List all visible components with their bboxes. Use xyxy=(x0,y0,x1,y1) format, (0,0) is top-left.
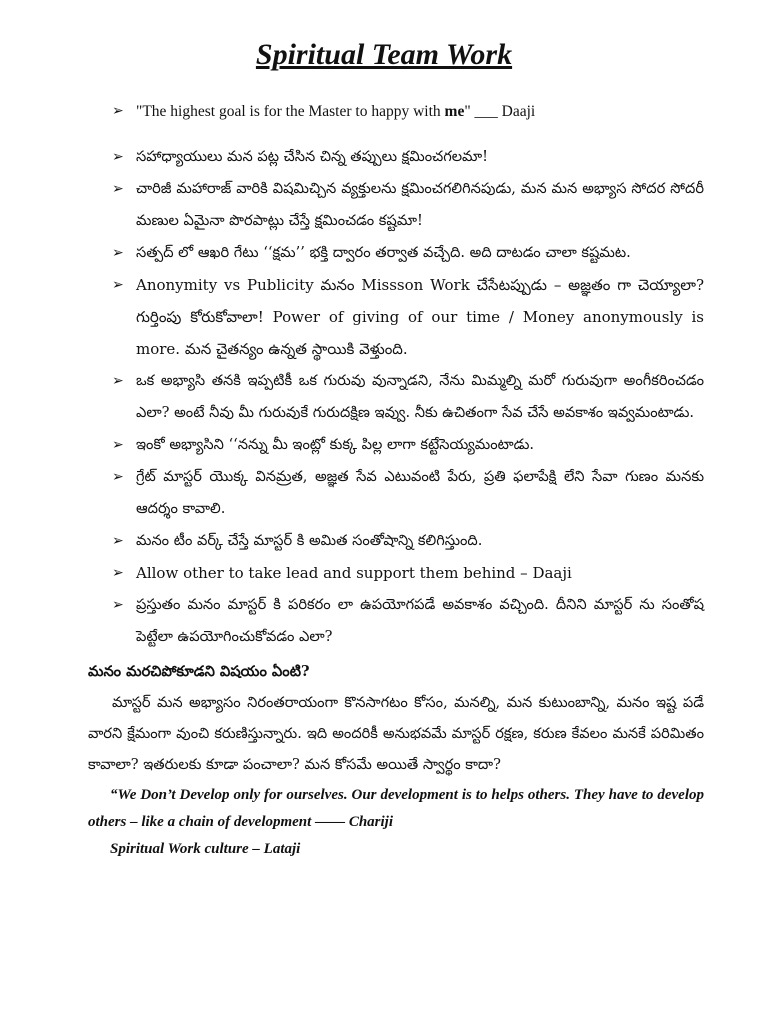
list-item xyxy=(112,589,704,653)
daaji-quote-attribution: " ___ Daaji xyxy=(464,103,536,120)
list-item xyxy=(112,429,704,461)
bullet-text: సత్పద్ లో ఆఖరి గేటు ‘‘క్షమ’’ భక్తి ద్వారం తర్వాత వచ్చేది. అది దాటడం చాలా కష్టమట. xyxy=(136,244,631,261)
bullet-text: మనం టీం వర్క్ చేస్తే మాస్టర్ కి అమిత సంతోషాన్ని కలిగిస్తుంది. xyxy=(136,532,483,549)
bullet-text: ప్రస్తుతం మనం మాస్టర్ కి పరికరం లా ఉపయోగపడే అవకాశం వచ్చింది. దీనిని మాస్టర్ ను సంతోష పెట్టేలా ఉపయోగించుకోవడం ఎలా? xyxy=(136,596,704,645)
bullet-text: సహాధ్యాయులు మన పట్ల చేసిన చిన్న తప్పులు క్షమించగలమా! xyxy=(136,148,489,165)
closing-section xyxy=(88,657,704,862)
arrow-bullet-icon: ➢ xyxy=(112,181,124,197)
daaji-quote-text: "The highest goal is for the Master to happy with xyxy=(136,103,445,120)
daaji-quote-emphasis: me xyxy=(444,103,465,120)
list-item xyxy=(112,269,704,365)
arrow-bullet-icon: ➢ xyxy=(112,469,124,485)
page-title: Spiritual Team Work xyxy=(255,38,513,71)
arrow-bullet-icon: ➢ xyxy=(112,533,124,549)
list-item xyxy=(112,365,704,429)
list-item xyxy=(112,173,704,237)
bullet-text: Allow other to take lead and support them behind – Daaji xyxy=(136,564,572,582)
arrow-bullet-icon: ➢ xyxy=(112,565,124,581)
arrow-bullet-icon: ➢ xyxy=(112,373,124,389)
arrow-bullet-icon: ➢ xyxy=(112,437,124,453)
arrow-bullet-icon: ➢ xyxy=(112,597,124,613)
list-item xyxy=(112,557,704,589)
list-item xyxy=(112,237,704,269)
arrow-bullet-icon: ➢ xyxy=(112,277,124,293)
chariji-quote: “We Don’t Develop only for ourselves. Our development is to helps others. They have to develop others – like a chain of development –––– Chariji xyxy=(88,787,704,830)
bullet-text: ఇంకో అభ్యాసిని ‘‘నన్ను మీ ఇంట్లో కుక్క పిల్ల లాగా కట్టేసెయ్యమంటాడు. xyxy=(136,436,535,453)
body-paragraph: మాస్టర్ మన అభ్యాసం నిరంతరాయంగా కొనసాగటం కోసం, మనల్ని, మన కుటుంబాన్ని, మనం ఇష్ట పడే వారని క్షేమంగా వుంచి కరుణిస్తున్నారు. ఇది అందరికీ అనుభవమే మాస్టర్ రక్షణ, కరుణ కేవలం మనకే పరిమితం కావాలా? ఇతరులకు కూడా పంచాలా? మన కోసమే అయితే స్వార్థం కాదా? xyxy=(88,694,704,773)
bullet-text: ఒక అభ్యాసి తనకి ఇప్పటికీ ఒక గురువు వున్నాడని, నేను మిమ్మల్ని మరో గురువుగా అంగీకరించడం ఎలా? అంటే నీవు మీ గురువుకే గురుదక్షిణ ఇవ్వు. నీకు ఉచితంగా సేవ చేసే అవకాశం ఇవ్వమంటాడు. xyxy=(136,372,704,421)
section-heading: మనం మరచిపోకూడని విషయం ఏంటి? xyxy=(88,663,310,680)
arrow-bullet-icon: ➢ xyxy=(112,149,124,165)
list-item xyxy=(112,525,704,557)
list-item xyxy=(112,141,704,173)
bullet-text: Anonymity vs Publicity మనం Missson Work చేసేటప్పుడు – అజ్ఞతం గా చెయ్యాలా? గుర్తింపు కోరుకోవాలా! Power of giving of our time / Money anonymously is more. మన చైతన్యం ఉన్నత స్థాయికి వెళ్తుంది. xyxy=(136,276,704,358)
arrow-bullet-icon: ➢ xyxy=(112,245,124,261)
bullet-text: చారిజీ మహారాజ్ వారికి విషమిచ్చిన వ్యక్తులను క్షమించగలిగినపుడు, మన మన అభ్యాస సోదర సోదరీ మణుల ఏమైనా పొరపాట్లు చేస్తే క్షమించడం కష్టమా! xyxy=(136,180,704,229)
lataji-attribution: Spiritual Work culture – Lataji xyxy=(110,841,301,857)
list-item xyxy=(112,96,704,128)
list-item xyxy=(112,461,704,525)
bullet-list xyxy=(112,96,704,653)
bullet-text: గ్రేట్ మాస్టర్ యొక్క వినమ్రత, అజ్ఞత సేవ ఎటువంటి పేరు, ప్రతి ఫలాపేక్షి లేని సేవా గుణం మనకు ఆదర్శం కావాలి. xyxy=(136,468,704,517)
arrow-bullet-icon: ➢ xyxy=(112,104,124,119)
